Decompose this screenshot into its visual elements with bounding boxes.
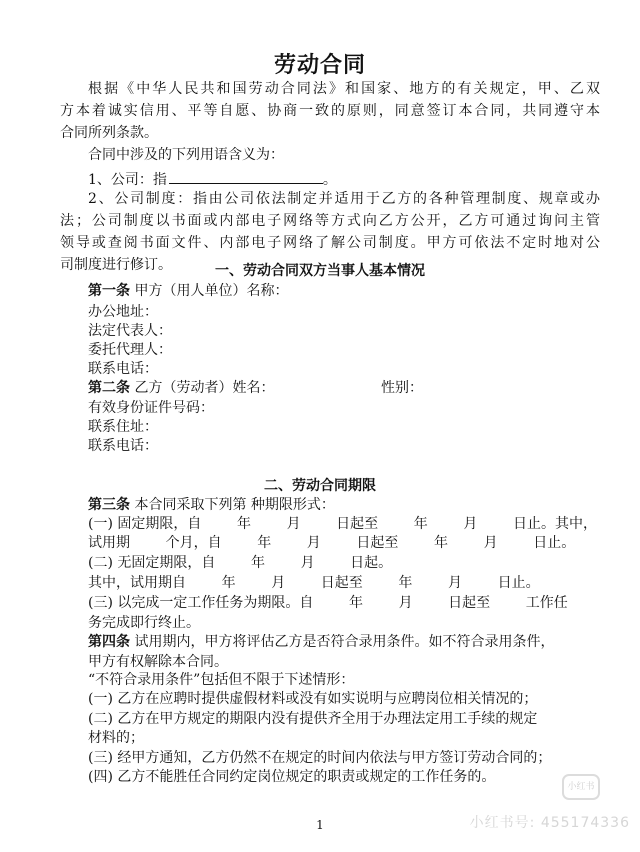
article-4-label: 第四条 — [88, 634, 130, 650]
section-2-heading: 二、劳动合同期限 — [264, 478, 376, 494]
party-a-phone: 联系电话： — [88, 361, 158, 377]
article-4-text-1: 试用期内，甲方将评估乙方是否符合录用条件。如不符合录用条件， — [134, 634, 555, 650]
fixed-term-line-1: (一) 固定期限，自 年 月 日起至 年 月 日止。其中， — [88, 516, 597, 532]
section-1-heading: 一、劳动合同双方当事人基本情况 — [215, 263, 425, 279]
intro-line-3: 合同所列条款。 — [60, 125, 158, 141]
party-b-address: 联系住址： — [88, 419, 158, 435]
term-2-line-2: 法；公司制度以书面或内部电子网络等方式向乙方公开，乙方可通过询问主管 — [60, 213, 600, 229]
article-2-text: 乙方（劳动者）姓名： — [134, 380, 275, 396]
article-2 — [88, 378, 274, 398]
article-1-text: 甲方（用人单位）名称： — [134, 283, 289, 299]
term-2-line-1: 2、公司制度：指由公司依法制定并适用于乙方的各种管理制度、规章或办 — [88, 191, 600, 207]
article-3-text: 本合同采取下列第 种期限形式： — [134, 497, 335, 513]
term-1-suffix: 。 — [322, 172, 337, 188]
terms-intro: 合同中涉及的下列用语含义为： — [88, 147, 284, 163]
intro-line-2: 方本着诚实信用、平等自愿、协商一致的原则，同意签订本合同，共同遵守本 — [60, 103, 600, 119]
open-term-line-2: 其中，试用期自 年 月 日起至 年 月 日止。 — [88, 575, 540, 591]
task-term-line-2: 务完成即行终止。 — [88, 615, 200, 631]
fixed-term-line-2: 试用期 个月，自 年 月 日起至 年 月 日止。 — [88, 535, 576, 551]
task-term-line-1: (三) 以完成一定工作任务为期限。自 年 月 日起至 工作任 — [88, 595, 568, 611]
article-2-label: 第二条 — [88, 380, 130, 396]
term-2-line-4: 司制度进行修订。 — [60, 257, 172, 273]
article-4 — [88, 632, 554, 652]
article-4-text-2: 甲方有权解除本合同。 — [88, 654, 228, 670]
term-1 — [88, 167, 337, 190]
condition-2-line-2: 材料的； — [88, 730, 144, 746]
condition-3: (三) 经甲方通知，乙方仍然不在规定的时间内依法与甲方签订劳动合同的； — [88, 750, 552, 766]
article-1-label: 第一条 — [88, 283, 130, 299]
term-2-line-3: 领导或查阅书面文件、内部电子网络了解公司制度。甲方可依法不定时地对公 — [60, 235, 600, 251]
party-a-legal-rep: 法定代表人： — [88, 323, 172, 339]
term-1-prefix: 1、公司：指 — [88, 172, 167, 188]
party-b-gender: 性别： — [381, 380, 423, 396]
article-3-label: 第三条 — [88, 497, 130, 513]
intro-line-1: 根据《中华人民共和国劳动合同法》和国家、地方的有关规定，甲、乙双 — [88, 81, 600, 97]
condition-1: (一) 乙方在应聘时提供虚假材料或没有如实说明与应聘岗位相关情况的； — [88, 691, 538, 707]
document-title: 劳动合同 — [273, 52, 366, 78]
xiaohongshu-logo-watermark: 小红书 — [562, 774, 600, 800]
party-b-id-number: 有效身份证件号码： — [88, 400, 214, 416]
condition-4: (四) 乙方不能胜任合同约定岗位规定的职责或规定的工作任务的。 — [88, 769, 496, 785]
open-term-line-1: (二) 无固定期限，自 年 月 日起。 — [88, 555, 393, 571]
watermark-text: 小红书号: 455174336 — [469, 815, 630, 831]
article-1 — [88, 281, 288, 301]
company-name-blank — [169, 167, 323, 184]
party-b-phone: 联系电话： — [88, 438, 158, 454]
condition-2-line-1: (二) 乙方在甲方规定的期限内没有提供齐全用于办理法定用工手续的规定 — [88, 711, 538, 727]
party-a-office-address: 办公地址： — [88, 304, 158, 320]
condition-intro: “不符合录用条件”包括但不限于下述情形： — [88, 672, 355, 688]
page-number: 1 — [316, 818, 324, 832]
party-a-agent: 委托代理人： — [88, 342, 172, 358]
article-3 — [88, 495, 335, 515]
